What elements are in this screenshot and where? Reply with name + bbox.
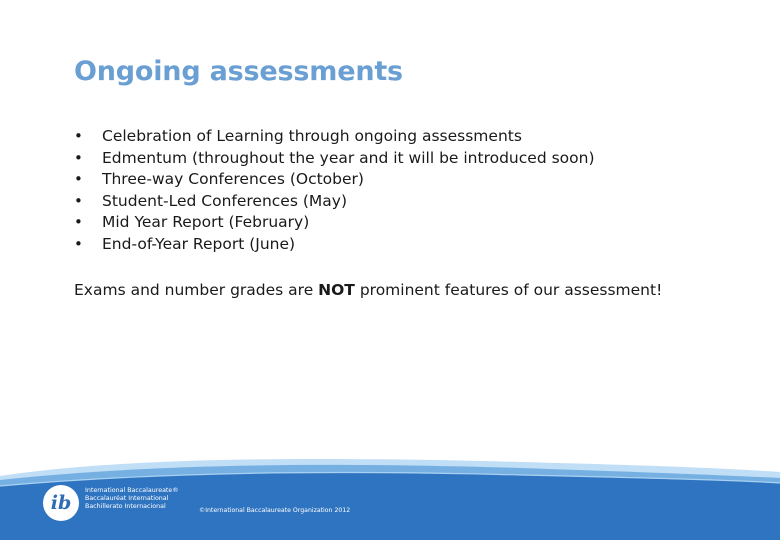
bullet-icon: • bbox=[74, 127, 83, 145]
closing-statement bbox=[74, 279, 682, 301]
bullet-icon: • bbox=[74, 148, 83, 167]
ib-logo bbox=[43, 485, 79, 521]
bullet-icon: • bbox=[74, 170, 83, 189]
org-name-line: Baccalauréat International bbox=[85, 495, 169, 502]
list-item-text: Mid Year Report (February) bbox=[102, 213, 310, 232]
list-item bbox=[74, 169, 694, 191]
list-item bbox=[74, 191, 694, 213]
closing-text-start: Exams and number grades are bbox=[74, 281, 319, 299]
org-name-line: International Baccalaureate® bbox=[85, 487, 179, 494]
list-item bbox=[74, 212, 694, 234]
list-item-text: Edmentum (throughout the year and it will be introduced soon) bbox=[102, 148, 595, 167]
organization-name bbox=[85, 487, 179, 511]
slide-title: Ongoing assessments bbox=[74, 56, 403, 87]
list-item-text: Student-Led Conferences (May) bbox=[102, 191, 347, 210]
bullet-icon: • bbox=[74, 234, 83, 253]
list-item-text: End-of-Year Report (June) bbox=[102, 234, 296, 253]
bullet-list bbox=[74, 126, 694, 256]
closing-text-end: prominent features of our assessment! bbox=[354, 281, 663, 299]
bullet-icon: • bbox=[74, 191, 83, 210]
list-item bbox=[74, 234, 694, 256]
footer-band bbox=[0, 450, 780, 540]
list-item-text: Celebration of Learning through ongoing assessments bbox=[102, 127, 522, 145]
bullet-icon: • bbox=[74, 213, 83, 232]
org-name-line: Bachillerato Internacional bbox=[85, 503, 166, 510]
list-item-text: Three-way Conferences (October) bbox=[102, 170, 364, 189]
closing-emphasis: NOT bbox=[318, 281, 355, 299]
ib-logo-mark: ib bbox=[50, 492, 72, 514]
copyright-notice: ©International Baccalaureate Organization 2012 bbox=[199, 507, 351, 514]
list-item bbox=[74, 126, 694, 148]
list-item bbox=[74, 148, 694, 170]
